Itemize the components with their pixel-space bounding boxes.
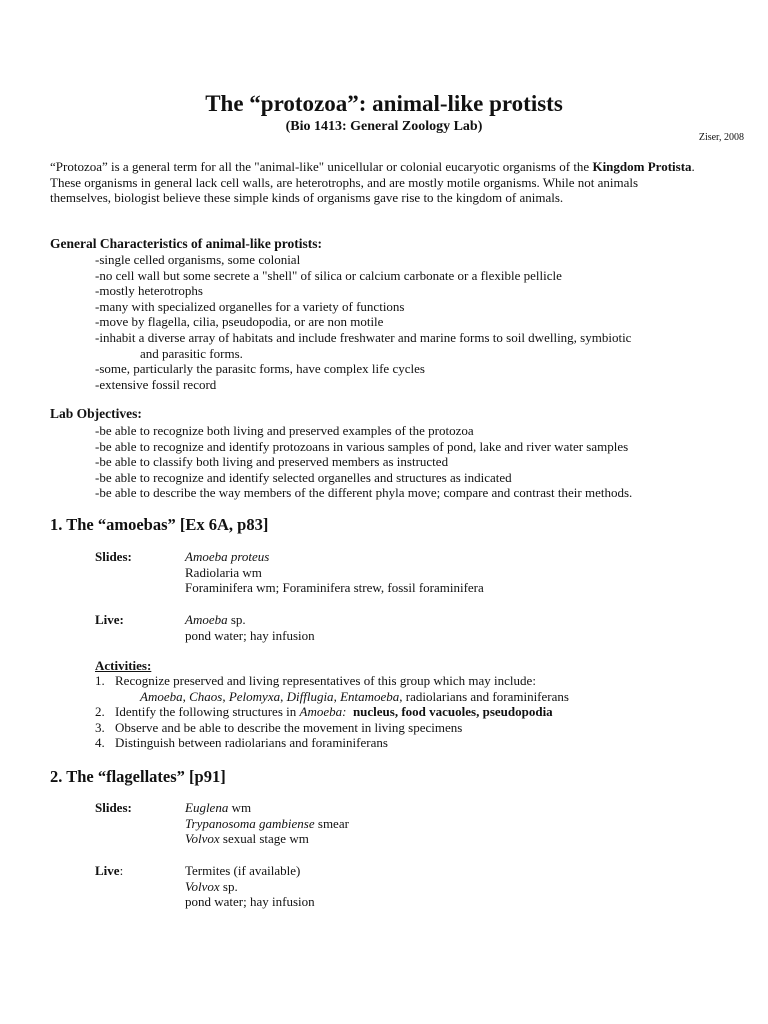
s1-live-label: Live: xyxy=(95,612,124,627)
genus-name: Volvox xyxy=(185,878,220,894)
section-2-heading: 2. The “flagellates” [p91] xyxy=(50,767,226,786)
item-number: 1. xyxy=(95,673,105,688)
s1-activities-list xyxy=(95,673,569,751)
list-item-text: sexual stage wm xyxy=(219,831,309,847)
list-item: -be able to classify both living and preserved members as instructed xyxy=(95,454,449,470)
list-item-text: Observe and be able to describe the movement in living specimens xyxy=(115,719,463,735)
live-label-colon: : xyxy=(119,863,124,878)
list-item xyxy=(185,612,315,628)
s1-activities-label: Activities: xyxy=(95,658,152,673)
author-credit: Ziser, 2008 xyxy=(698,132,744,143)
list-item-text: Distinguish between radiolarians and foraminiferans xyxy=(115,735,388,751)
s2-slides-list xyxy=(185,800,349,847)
list-item xyxy=(185,831,349,847)
list-item: -extensive fossil record xyxy=(95,376,217,392)
list-item: -some, particularly the parasitc forms, have complex life cycles xyxy=(95,361,425,377)
list-item xyxy=(185,800,349,816)
section-1-heading: 1. The “amoebas” [Ex 6A, p83] xyxy=(50,515,269,534)
page-title: The “protozoa”: animal-like protists xyxy=(205,91,563,116)
list-item: Foraminifera wm; Foraminifera strew, fossil foraminifera xyxy=(185,580,484,596)
list-item: -single celled organisms, some colonial xyxy=(95,252,301,267)
list-item xyxy=(185,816,349,832)
genus-name: Amoeba xyxy=(185,612,228,627)
genus-name: Difflugia xyxy=(286,688,334,704)
s2-slides-label: Slides: xyxy=(95,800,132,815)
list-item: -be able to recognize and identify protozoans in various samples of pond, lake and river water samples xyxy=(95,438,629,454)
characteristics-list xyxy=(95,252,631,392)
intro-paragraph xyxy=(50,159,700,206)
s1-slides-label: Slides: xyxy=(95,549,132,564)
intro-text-2: . These organisms in general lack cell walls, are heterotrophs, and are mostly motile organisms. While not animals themselves, biologist believe these simple kinds of organisms gave rise to the kingdom of animals. xyxy=(50,159,695,206)
separator: , xyxy=(280,688,287,704)
list-item: -be able to recognize and identify selected organelles and structures as indicated xyxy=(95,469,512,485)
genus-name: Volvox xyxy=(185,831,220,847)
list-item: -inhabit a diverse array of habitats and include freshwater and marine forms to soil dwelling, symbiotic xyxy=(95,329,632,345)
item-number: 3. xyxy=(95,719,105,735)
list-item xyxy=(185,879,315,895)
list-item-text: Identify the following structures in xyxy=(115,704,300,720)
list-item: -many with specialized organelles for a variety of functions xyxy=(95,298,405,314)
list-item xyxy=(95,720,569,736)
separator: , xyxy=(182,688,190,704)
list-item: pond water; hay infusion xyxy=(185,627,315,643)
list-item: and parasitic forms. xyxy=(140,345,243,361)
item-number: 2. xyxy=(95,704,105,720)
s1-slides-list xyxy=(185,549,484,596)
s2-live-label xyxy=(95,863,123,879)
list-item xyxy=(185,549,484,565)
list-item xyxy=(95,704,569,720)
list-item-text: smear xyxy=(314,815,349,831)
list-item-text: , radiolarians and foraminiferans xyxy=(399,688,569,704)
list-item: Termites (if available) xyxy=(185,863,301,878)
genus-name: Pelomyxa xyxy=(228,688,281,704)
list-item: -be able to describe the way members of the different phyla move; compare and contrast their methods. xyxy=(95,485,633,501)
separator: , xyxy=(222,688,229,704)
s2-live-list xyxy=(185,863,315,910)
live-label-text: Live xyxy=(95,863,120,878)
genus-name: Entamoeba xyxy=(340,688,400,704)
list-item-text: sp. xyxy=(219,878,238,894)
species-name: Trypanosoma gambiense xyxy=(185,815,315,831)
item-number: 4. xyxy=(95,735,105,751)
s1-live-list xyxy=(185,612,315,643)
species-name: Amoeba proteus xyxy=(185,549,270,564)
list-item: -mostly heterotrophs xyxy=(95,283,203,299)
page-subtitle: (Bio 1413: General Zoology Lab) xyxy=(285,119,483,134)
objectives-list xyxy=(95,423,632,501)
list-item: Radiolaria wm xyxy=(185,564,262,580)
list-item: -move by flagella, cilia, pseudopodia, or are non motile xyxy=(95,314,384,330)
genus-name: Euglena xyxy=(185,800,229,815)
list-item: -be able to recognize both living and preserved examples of the protozoa xyxy=(95,423,474,438)
objectives-heading: Lab Objectives: xyxy=(50,406,142,421)
characteristics-heading: General Characteristics of animal-like protists: xyxy=(50,236,322,251)
list-item: -no cell wall but some secrete a "shell" of silica or calcium carbonate or a flexible pellicle xyxy=(95,267,562,283)
intro-text-1: “Protozoa” is a general term for all the "animal-like" unicellular or colonial eucaryotic organisms of the xyxy=(50,159,590,174)
structures-bold: nucleus, food vacuoles, pseudopodia xyxy=(352,704,553,720)
list-item-text: sp. xyxy=(227,612,246,627)
genus-name: Amoeba xyxy=(140,688,183,704)
separator: , xyxy=(333,688,341,704)
list-item xyxy=(95,673,569,689)
list-item-text: wm xyxy=(228,800,252,815)
genus-name: Chaos xyxy=(189,688,223,704)
intro-kingdom: Kingdom Protista xyxy=(592,159,692,174)
list-item xyxy=(95,735,569,751)
genus-name: Amoeba: xyxy=(299,704,347,720)
list-item-text: Recognize preserved and living representatives of this group which may include: xyxy=(115,673,536,688)
list-item xyxy=(95,689,569,705)
list-item: pond water; hay infusion xyxy=(185,894,315,910)
